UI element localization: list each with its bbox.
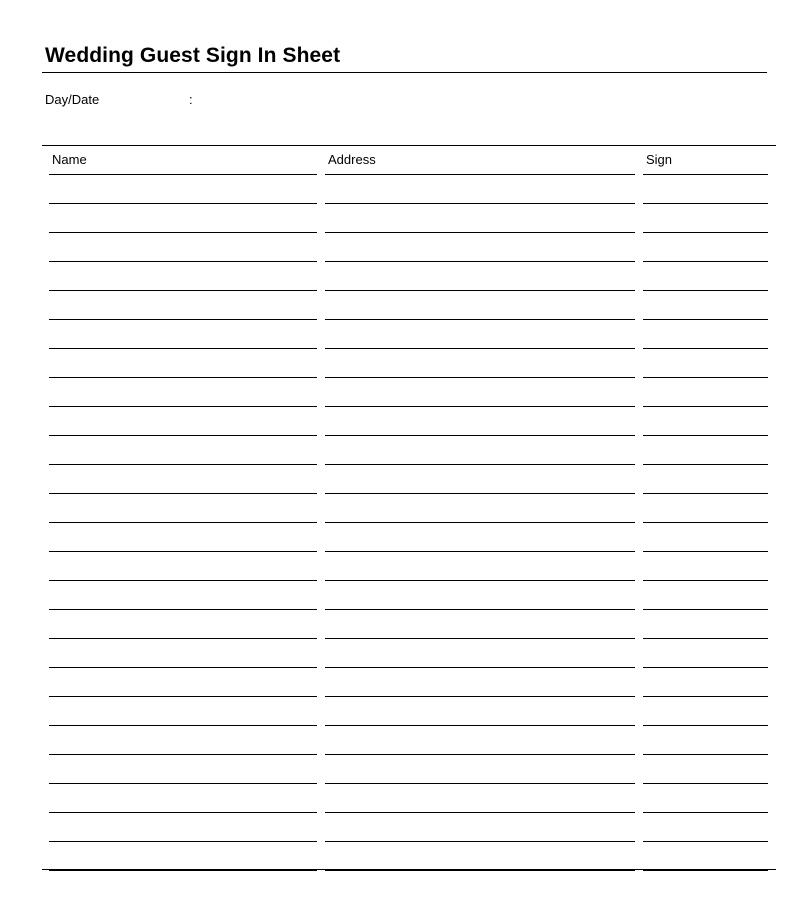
row-line-name[interactable] xyxy=(49,696,317,697)
row-line-name[interactable] xyxy=(49,754,317,755)
header-underline-address xyxy=(325,174,635,175)
header-underline-sign xyxy=(643,174,768,175)
row-line-sign[interactable] xyxy=(643,522,768,523)
row-line-sign[interactable] xyxy=(643,580,768,581)
row-line-name[interactable] xyxy=(49,232,317,233)
row-line-name[interactable] xyxy=(49,493,317,494)
row-line-sign[interactable] xyxy=(643,406,768,407)
row-line-address[interactable] xyxy=(325,812,635,813)
row-line-address[interactable] xyxy=(325,609,635,610)
row-line-address[interactable] xyxy=(325,464,635,465)
row-line-name[interactable] xyxy=(49,406,317,407)
title-divider xyxy=(42,72,767,73)
row-line-name[interactable] xyxy=(49,261,317,262)
row-line-name[interactable] xyxy=(49,580,317,581)
row-line-address[interactable] xyxy=(325,696,635,697)
row-line-address[interactable] xyxy=(325,319,635,320)
row-line-address[interactable] xyxy=(325,841,635,842)
table-top-border xyxy=(42,145,776,146)
row-line-sign[interactable] xyxy=(643,841,768,842)
row-line-sign[interactable] xyxy=(643,377,768,378)
row-line-address[interactable] xyxy=(325,783,635,784)
row-line-name[interactable] xyxy=(49,609,317,610)
row-line-sign[interactable] xyxy=(643,754,768,755)
sheet-title: Wedding Guest Sign In Sheet xyxy=(45,44,341,67)
row-line-name[interactable] xyxy=(49,841,317,842)
row-line-address[interactable] xyxy=(325,580,635,581)
row-line-name[interactable] xyxy=(49,638,317,639)
row-line-address[interactable] xyxy=(325,522,635,523)
row-line-name[interactable] xyxy=(49,464,317,465)
column-header-address: Address xyxy=(328,152,376,167)
column-header-sign: Sign xyxy=(646,152,673,167)
row-line-address[interactable] xyxy=(325,754,635,755)
row-line-address[interactable] xyxy=(325,348,635,349)
row-line-sign[interactable] xyxy=(643,609,768,610)
row-line-address[interactable] xyxy=(325,406,635,407)
row-line-address[interactable] xyxy=(325,493,635,494)
row-line-address[interactable] xyxy=(325,870,635,871)
row-line-name[interactable] xyxy=(49,435,317,436)
row-line-name[interactable] xyxy=(49,551,317,552)
row-line-name[interactable] xyxy=(49,725,317,726)
row-line-name[interactable] xyxy=(49,812,317,813)
row-line-sign[interactable] xyxy=(643,725,768,726)
row-line-name[interactable] xyxy=(49,203,317,204)
row-line-address[interactable] xyxy=(325,551,635,552)
row-line-name[interactable] xyxy=(49,522,317,523)
row-line-address[interactable] xyxy=(325,290,635,291)
row-line-name[interactable] xyxy=(49,667,317,668)
row-line-sign[interactable] xyxy=(643,551,768,552)
column-header-name: Name xyxy=(52,152,87,167)
date-colon: : xyxy=(189,92,193,107)
row-line-sign[interactable] xyxy=(643,290,768,291)
row-line-address[interactable] xyxy=(325,203,635,204)
row-line-address[interactable] xyxy=(325,377,635,378)
row-line-sign[interactable] xyxy=(643,319,768,320)
row-line-name[interactable] xyxy=(49,783,317,784)
row-line-sign[interactable] xyxy=(643,464,768,465)
date-label: Day/Date xyxy=(45,92,100,107)
row-line-sign[interactable] xyxy=(643,261,768,262)
row-line-name[interactable] xyxy=(49,290,317,291)
row-line-sign[interactable] xyxy=(643,493,768,494)
row-line-address[interactable] xyxy=(325,261,635,262)
row-line-sign[interactable] xyxy=(643,435,768,436)
row-line-name[interactable] xyxy=(49,348,317,349)
row-line-sign[interactable] xyxy=(643,203,768,204)
row-line-sign[interactable] xyxy=(643,812,768,813)
row-line-sign[interactable] xyxy=(643,348,768,349)
header-underline-name xyxy=(49,174,317,175)
row-line-sign[interactable] xyxy=(643,696,768,697)
row-line-address[interactable] xyxy=(325,232,635,233)
row-line-name[interactable] xyxy=(49,870,317,871)
row-line-sign[interactable] xyxy=(643,870,768,871)
row-line-name[interactable] xyxy=(49,319,317,320)
row-line-address[interactable] xyxy=(325,435,635,436)
row-line-sign[interactable] xyxy=(643,638,768,639)
row-line-name[interactable] xyxy=(49,377,317,378)
row-line-sign[interactable] xyxy=(643,783,768,784)
row-line-address[interactable] xyxy=(325,667,635,668)
row-line-address[interactable] xyxy=(325,725,635,726)
row-line-address[interactable] xyxy=(325,638,635,639)
row-line-sign[interactable] xyxy=(643,667,768,668)
table-bottom-border xyxy=(42,869,776,870)
row-line-sign[interactable] xyxy=(643,232,768,233)
